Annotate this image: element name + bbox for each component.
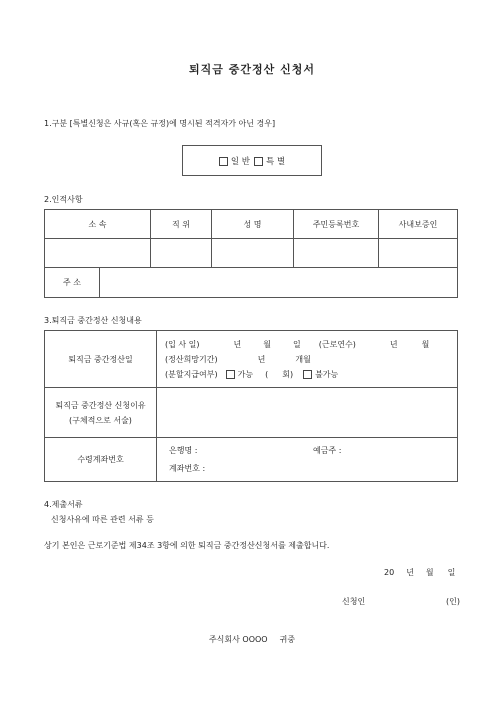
recipient: 주식회사 OOOO 귀중 (208, 635, 296, 644)
address-field[interactable] (100, 268, 457, 297)
account-number-label: 계좌번호 : (169, 464, 206, 473)
header-id-number: 주민등록번호 (294, 210, 379, 239)
checkbox-icon[interactable] (226, 370, 235, 379)
option-general[interactable]: 일 반 (219, 155, 250, 167)
date-line: 20 년 월 일 (384, 568, 456, 577)
header-name: 성 명 (212, 210, 294, 239)
statement: 상기 본인은 근로기준법 제34조 3항에 의한 퇴직금 중간정산신청서를 제출합니다. (44, 541, 330, 550)
reason-label: 퇴직금 중간정산 신청이유 (구체적으로 서술) (45, 388, 157, 438)
category-box (182, 145, 322, 176)
cell-id-number[interactable] (294, 239, 379, 268)
account-content (157, 438, 458, 482)
hire-date-line: (입 사 일) 년 월 일 (근로연수) 년 월 (165, 339, 430, 349)
checkbox-icon[interactable] (219, 157, 228, 166)
personal-info-table (44, 209, 458, 298)
applicant-label: 신청인 (342, 597, 366, 606)
checkbox-icon[interactable] (303, 370, 312, 379)
cell-guarantor[interactable] (379, 239, 458, 268)
period-line: (정산희망기간) 년 개월 (165, 354, 311, 364)
section4-sub: 신청사유에 따른 관련 서류 등 (51, 515, 154, 524)
address-row (45, 268, 458, 298)
document-title: 퇴직금 중간정산 신청서 (189, 63, 315, 76)
settlement-table (44, 330, 458, 482)
cell-position[interactable] (151, 239, 212, 268)
cell-dept[interactable] (45, 239, 151, 268)
header-guarantor: 사내보증인 (379, 210, 458, 239)
settlement-date-label: 퇴직금 중간정산일 (45, 331, 157, 388)
section4-label: 4.제출서류 (44, 500, 83, 509)
checkbox-icon[interactable] (254, 157, 263, 166)
installment-line: (분할지급여부) 가능 ( 회) 불가능 (165, 369, 339, 379)
address-label: 주 소 (45, 268, 100, 297)
cell-name[interactable] (212, 239, 294, 268)
section2-label: 2.인적사항 (44, 195, 83, 204)
reason-field[interactable] (157, 388, 458, 438)
header-dept: 소 속 (45, 210, 151, 239)
section3-label: 3.퇴직금 중간정산 신청내용 (44, 316, 142, 325)
account-label: 수령계좌번호 (45, 438, 157, 482)
bank-name-label: 은행명 : (169, 446, 198, 455)
option-special[interactable]: 특 별 (254, 155, 285, 167)
settlement-date-content (157, 331, 458, 388)
seal-mark: (인) (446, 597, 460, 606)
section1-label: 1.구분 [특별신청은 사규(혹은 규정)에 명시된 적격자가 아닌 경우] (44, 119, 276, 128)
holder-label: 예금주 : (313, 446, 342, 455)
header-position: 직 위 (151, 210, 212, 239)
